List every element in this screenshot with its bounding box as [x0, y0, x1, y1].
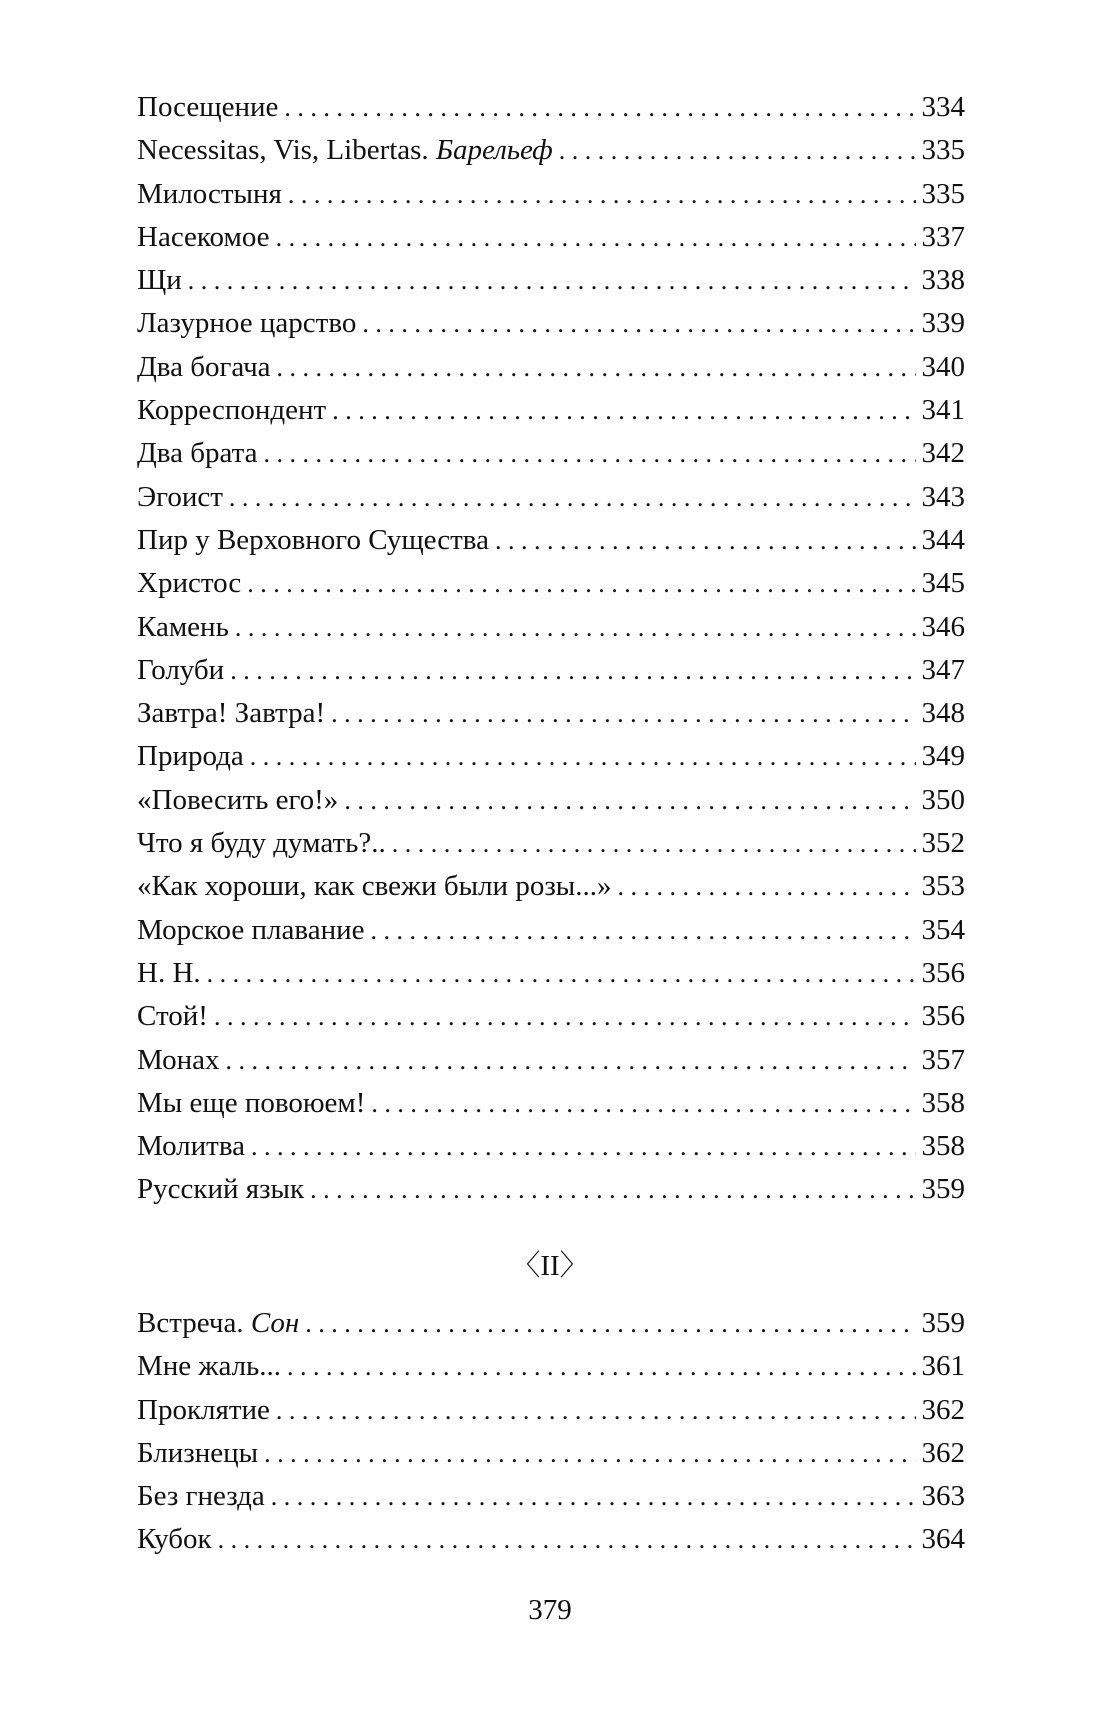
toc-entry-title: Милостыня	[137, 177, 282, 210]
toc-entry	[137, 606, 965, 649]
leader-dots	[305, 1302, 915, 1345]
leader-dots	[332, 389, 915, 432]
toc-entry	[137, 173, 965, 216]
leader-dots	[288, 173, 916, 216]
leader-dots	[392, 822, 916, 865]
toc-entry-page: 344	[921, 523, 965, 556]
toc-entry	[137, 129, 965, 172]
leader-dots	[225, 1039, 915, 1082]
leader-dots	[559, 129, 916, 172]
toc-entry-page: 358	[921, 1130, 965, 1163]
leader-dots	[251, 1125, 915, 1168]
toc-entry-page: 364	[921, 1523, 965, 1556]
toc-entry	[137, 779, 965, 822]
toc-entry-title: Щи	[137, 264, 182, 297]
toc-entry	[137, 1082, 965, 1125]
toc-entry	[137, 1475, 965, 1518]
toc-entry-title: Камень	[137, 610, 229, 643]
section-heading: 〈II〉	[511, 1250, 589, 1282]
toc-entry-page: 337	[921, 220, 965, 253]
leader-dots	[247, 562, 915, 605]
toc-entry-title: «Как хороши, как свежи были розы...»	[137, 870, 612, 903]
toc-entry-page: 361	[921, 1350, 965, 1383]
leader-dots	[264, 432, 916, 475]
toc-entry-page: 335	[921, 177, 965, 210]
toc-entry	[137, 649, 965, 692]
toc-entry	[137, 216, 965, 259]
leader-dots	[370, 909, 915, 952]
toc-entry	[137, 1432, 965, 1475]
toc-list-part-1	[137, 86, 965, 1212]
toc-entry-page: 334	[921, 91, 965, 123]
toc-entry-title: Мне жаль...	[137, 1350, 282, 1383]
toc-entry-page: 348	[921, 697, 965, 730]
toc-entry-page: 356	[921, 1000, 965, 1033]
toc-entry-page: 340	[921, 350, 965, 383]
leader-dots	[287, 1345, 915, 1388]
page-number: 379	[528, 1594, 572, 1626]
toc-entry	[137, 302, 965, 345]
toc-entry-title: Монах	[137, 1043, 220, 1076]
leader-dots	[344, 779, 915, 822]
toc-entry-title: Н. Н.	[137, 956, 201, 989]
toc-entry-title: Necessitas, Vis, Libertas. Барельеф	[137, 134, 553, 167]
toc-entry-page: 356	[921, 956, 965, 989]
toc-entry	[137, 389, 965, 432]
toc-entry-page: 362	[921, 1436, 965, 1469]
leader-dots	[277, 346, 916, 389]
toc-entry-page: 345	[921, 567, 965, 600]
toc-entry-page: 362	[921, 1393, 965, 1426]
toc-entry-page: 359	[921, 1173, 965, 1206]
toc-entry-page: 338	[921, 264, 965, 297]
leader-dots	[331, 692, 915, 735]
toc-entry-title: Эгоист	[137, 480, 223, 513]
leader-dots	[310, 1168, 915, 1211]
toc-entry-page: 347	[921, 653, 965, 686]
toc-entry	[137, 519, 965, 562]
toc-entry-page: 358	[921, 1086, 965, 1119]
toc-entry	[137, 1518, 965, 1561]
leader-dots	[214, 995, 916, 1038]
toc-entry-title: Стой!	[137, 1000, 208, 1033]
toc-entry	[137, 909, 965, 952]
toc-entry-title: Голуби	[137, 653, 225, 686]
toc-entry	[137, 1389, 965, 1432]
toc-entry-page: 363	[921, 1480, 965, 1513]
toc-entry-title: Мы еще повоюем!	[137, 1086, 366, 1119]
leader-dots	[230, 649, 915, 692]
leader-dots	[188, 259, 916, 302]
leader-dots	[284, 86, 915, 129]
leader-dots	[362, 302, 915, 345]
toc-entry-page: 353	[921, 870, 965, 903]
toc-entry-title: Что я буду думать?..	[137, 827, 386, 860]
toc-entry-title: Корреспондент	[137, 394, 327, 427]
toc-list-part-2	[137, 1302, 965, 1562]
toc-entry-title: «Повесить его!»	[137, 783, 339, 816]
toc-entry-title: Насекомое	[137, 220, 270, 253]
toc-entry	[137, 822, 965, 865]
toc-entry-title: Русский язык	[137, 1173, 305, 1206]
toc-entry-title: Проклятие	[137, 1393, 270, 1426]
toc-entry	[137, 1125, 965, 1168]
toc-entry-page: 346	[921, 610, 965, 643]
toc-entry-title: Лазурное царство	[137, 307, 357, 340]
toc-entry-page: 359	[921, 1307, 965, 1339]
toc-entry-title: Без гнезда	[137, 1480, 265, 1513]
toc-entry-title: Молитва	[137, 1130, 246, 1163]
toc-entry	[137, 476, 965, 519]
leader-dots	[235, 606, 916, 649]
toc-entry-page: 342	[921, 437, 965, 470]
toc-entry	[137, 692, 965, 735]
toc-entry-page: 341	[921, 394, 965, 427]
toc-entry-title: Христос	[137, 567, 242, 600]
toc-entry	[137, 1039, 965, 1082]
toc-entry-title: Близнецы	[137, 1436, 259, 1469]
toc-entry-title: Природа	[137, 740, 244, 773]
toc-entry	[137, 865, 965, 908]
leader-dots	[229, 476, 916, 519]
toc-entry-title: Кубок	[137, 1523, 212, 1556]
toc-entry-page: 339	[921, 307, 965, 340]
toc-entry-page: 354	[921, 913, 965, 946]
leader-dots	[264, 1432, 915, 1475]
leader-dots	[276, 216, 916, 259]
toc-entry-page: 335	[921, 134, 965, 167]
toc-entry-page: 352	[921, 827, 965, 860]
toc-entry-page: 350	[921, 783, 965, 816]
toc-entry	[137, 1302, 965, 1345]
leader-dots	[495, 519, 916, 562]
toc-entry	[137, 259, 965, 302]
leader-dots	[218, 1518, 916, 1561]
leader-dots	[271, 1475, 916, 1518]
leader-dots	[207, 952, 916, 995]
toc-entry-title: Морское плавание	[137, 913, 365, 946]
toc-entry-page: 343	[921, 480, 965, 513]
leader-dots	[276, 1389, 916, 1432]
toc-entry-title: Завтра! Завтра!	[137, 697, 326, 730]
toc-entry-page: 349	[921, 740, 965, 773]
toc-entry	[137, 346, 965, 389]
toc-entry-title: Два брата	[137, 437, 258, 470]
toc-entry-page: 357	[921, 1043, 965, 1076]
leader-dots	[618, 865, 916, 908]
toc-entry	[137, 995, 965, 1038]
toc-entry	[137, 1345, 965, 1388]
toc-entry	[137, 86, 965, 129]
toc-entry-title: Два богача	[137, 350, 271, 383]
leader-dots	[250, 735, 916, 778]
toc-entry-title: Пир у Верховного Существа	[137, 523, 489, 556]
toc-entry	[137, 735, 965, 778]
toc-entry	[137, 952, 965, 995]
toc-entry-title: Встреча. Сон	[137, 1307, 300, 1339]
toc-entry	[137, 432, 965, 475]
leader-dots	[371, 1082, 915, 1125]
toc-entry-title: Посещение	[137, 91, 279, 123]
toc-entry	[137, 562, 965, 605]
toc-entry	[137, 1168, 965, 1211]
